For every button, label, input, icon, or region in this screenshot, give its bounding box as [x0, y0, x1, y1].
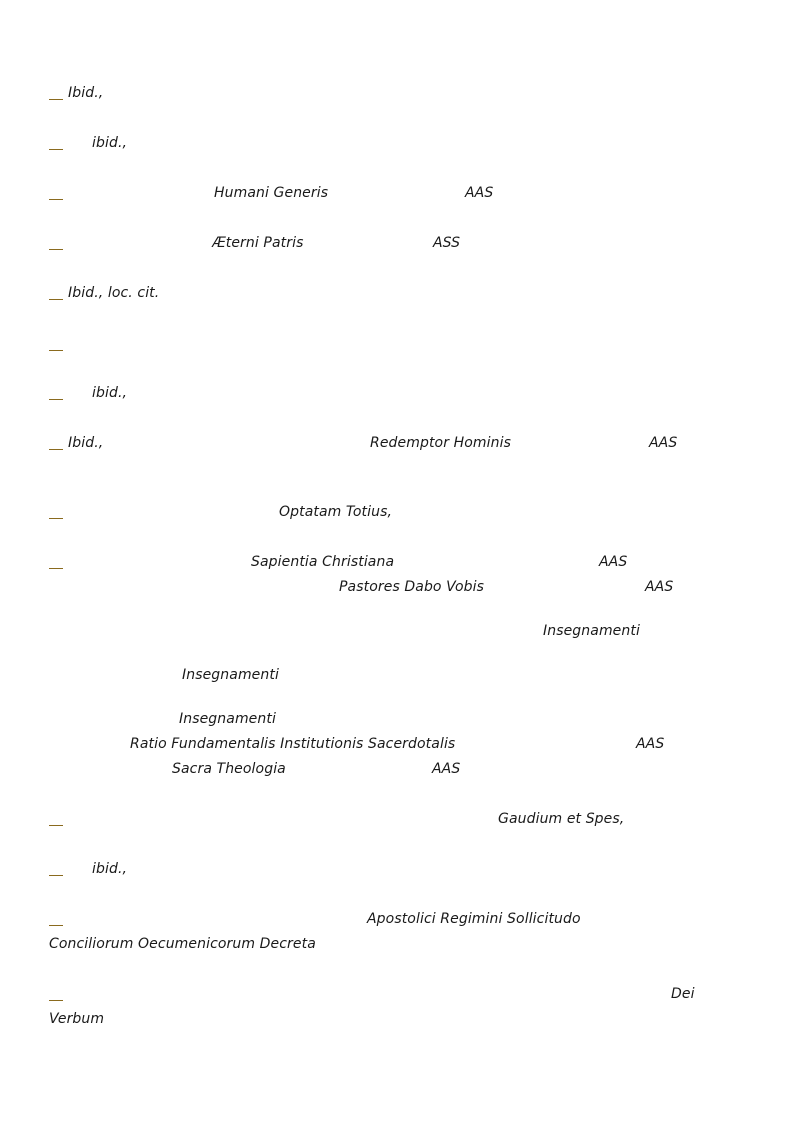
note-text: Ibid., loc. cit. — [68, 285, 160, 301]
note-text: Ibid., — [68, 85, 104, 101]
footnote-marker — [49, 399, 63, 400]
footnote-marker — [49, 518, 63, 519]
footnote-marker — [49, 99, 63, 100]
note-text: AAS — [645, 579, 674, 595]
footnote-marker — [49, 299, 63, 300]
note-text: AAS — [465, 185, 494, 201]
note-text: Ratio Fundamentalis Institutionis Sacerdotalis — [130, 736, 456, 752]
footnote-marker — [49, 568, 63, 569]
note-text: AAS — [636, 736, 665, 752]
footnote-marker — [49, 925, 63, 926]
footnote-marker — [49, 825, 63, 826]
note-text: Insegnamenti — [179, 711, 276, 727]
footnote-marker — [49, 1000, 63, 1001]
note-text: Verbum — [49, 1011, 105, 1027]
note-text: ibid., — [92, 385, 128, 401]
note-text: ibid., — [92, 861, 128, 877]
note-text: Optatam Totius, — [279, 504, 393, 520]
footnote-marker — [49, 249, 63, 250]
footnote-marker — [49, 199, 63, 200]
footnote-marker — [49, 149, 63, 150]
note-text: Conciliorum Oecumenicorum Decreta — [49, 936, 316, 952]
note-text: Humani Generis — [214, 185, 329, 201]
note-text: Insegnamenti — [543, 623, 640, 639]
note-text: ASS — [433, 235, 461, 251]
footnote-marker — [49, 449, 63, 450]
note-text: Redemptor Hominis — [370, 435, 512, 451]
note-text: Dei — [671, 986, 695, 1002]
footnote-marker — [49, 875, 63, 876]
note-text: Gaudium et Spes, — [498, 811, 625, 827]
note-text: Apostolici Regimini Sollicitudo — [367, 911, 581, 927]
note-text: Æterni Patris — [212, 235, 304, 251]
note-text: Insegnamenti — [182, 667, 279, 683]
footnote-marker — [49, 350, 63, 351]
note-text: Pastores Dabo Vobis — [339, 579, 485, 595]
note-text: Sapientia Christiana — [251, 554, 395, 570]
note-text: Ibid., — [68, 435, 104, 451]
note-text: AAS — [599, 554, 628, 570]
note-text: Sacra Theologia — [172, 761, 286, 777]
note-text: AAS — [432, 761, 461, 777]
note-text: ibid., — [92, 135, 128, 151]
note-text: AAS — [649, 435, 678, 451]
